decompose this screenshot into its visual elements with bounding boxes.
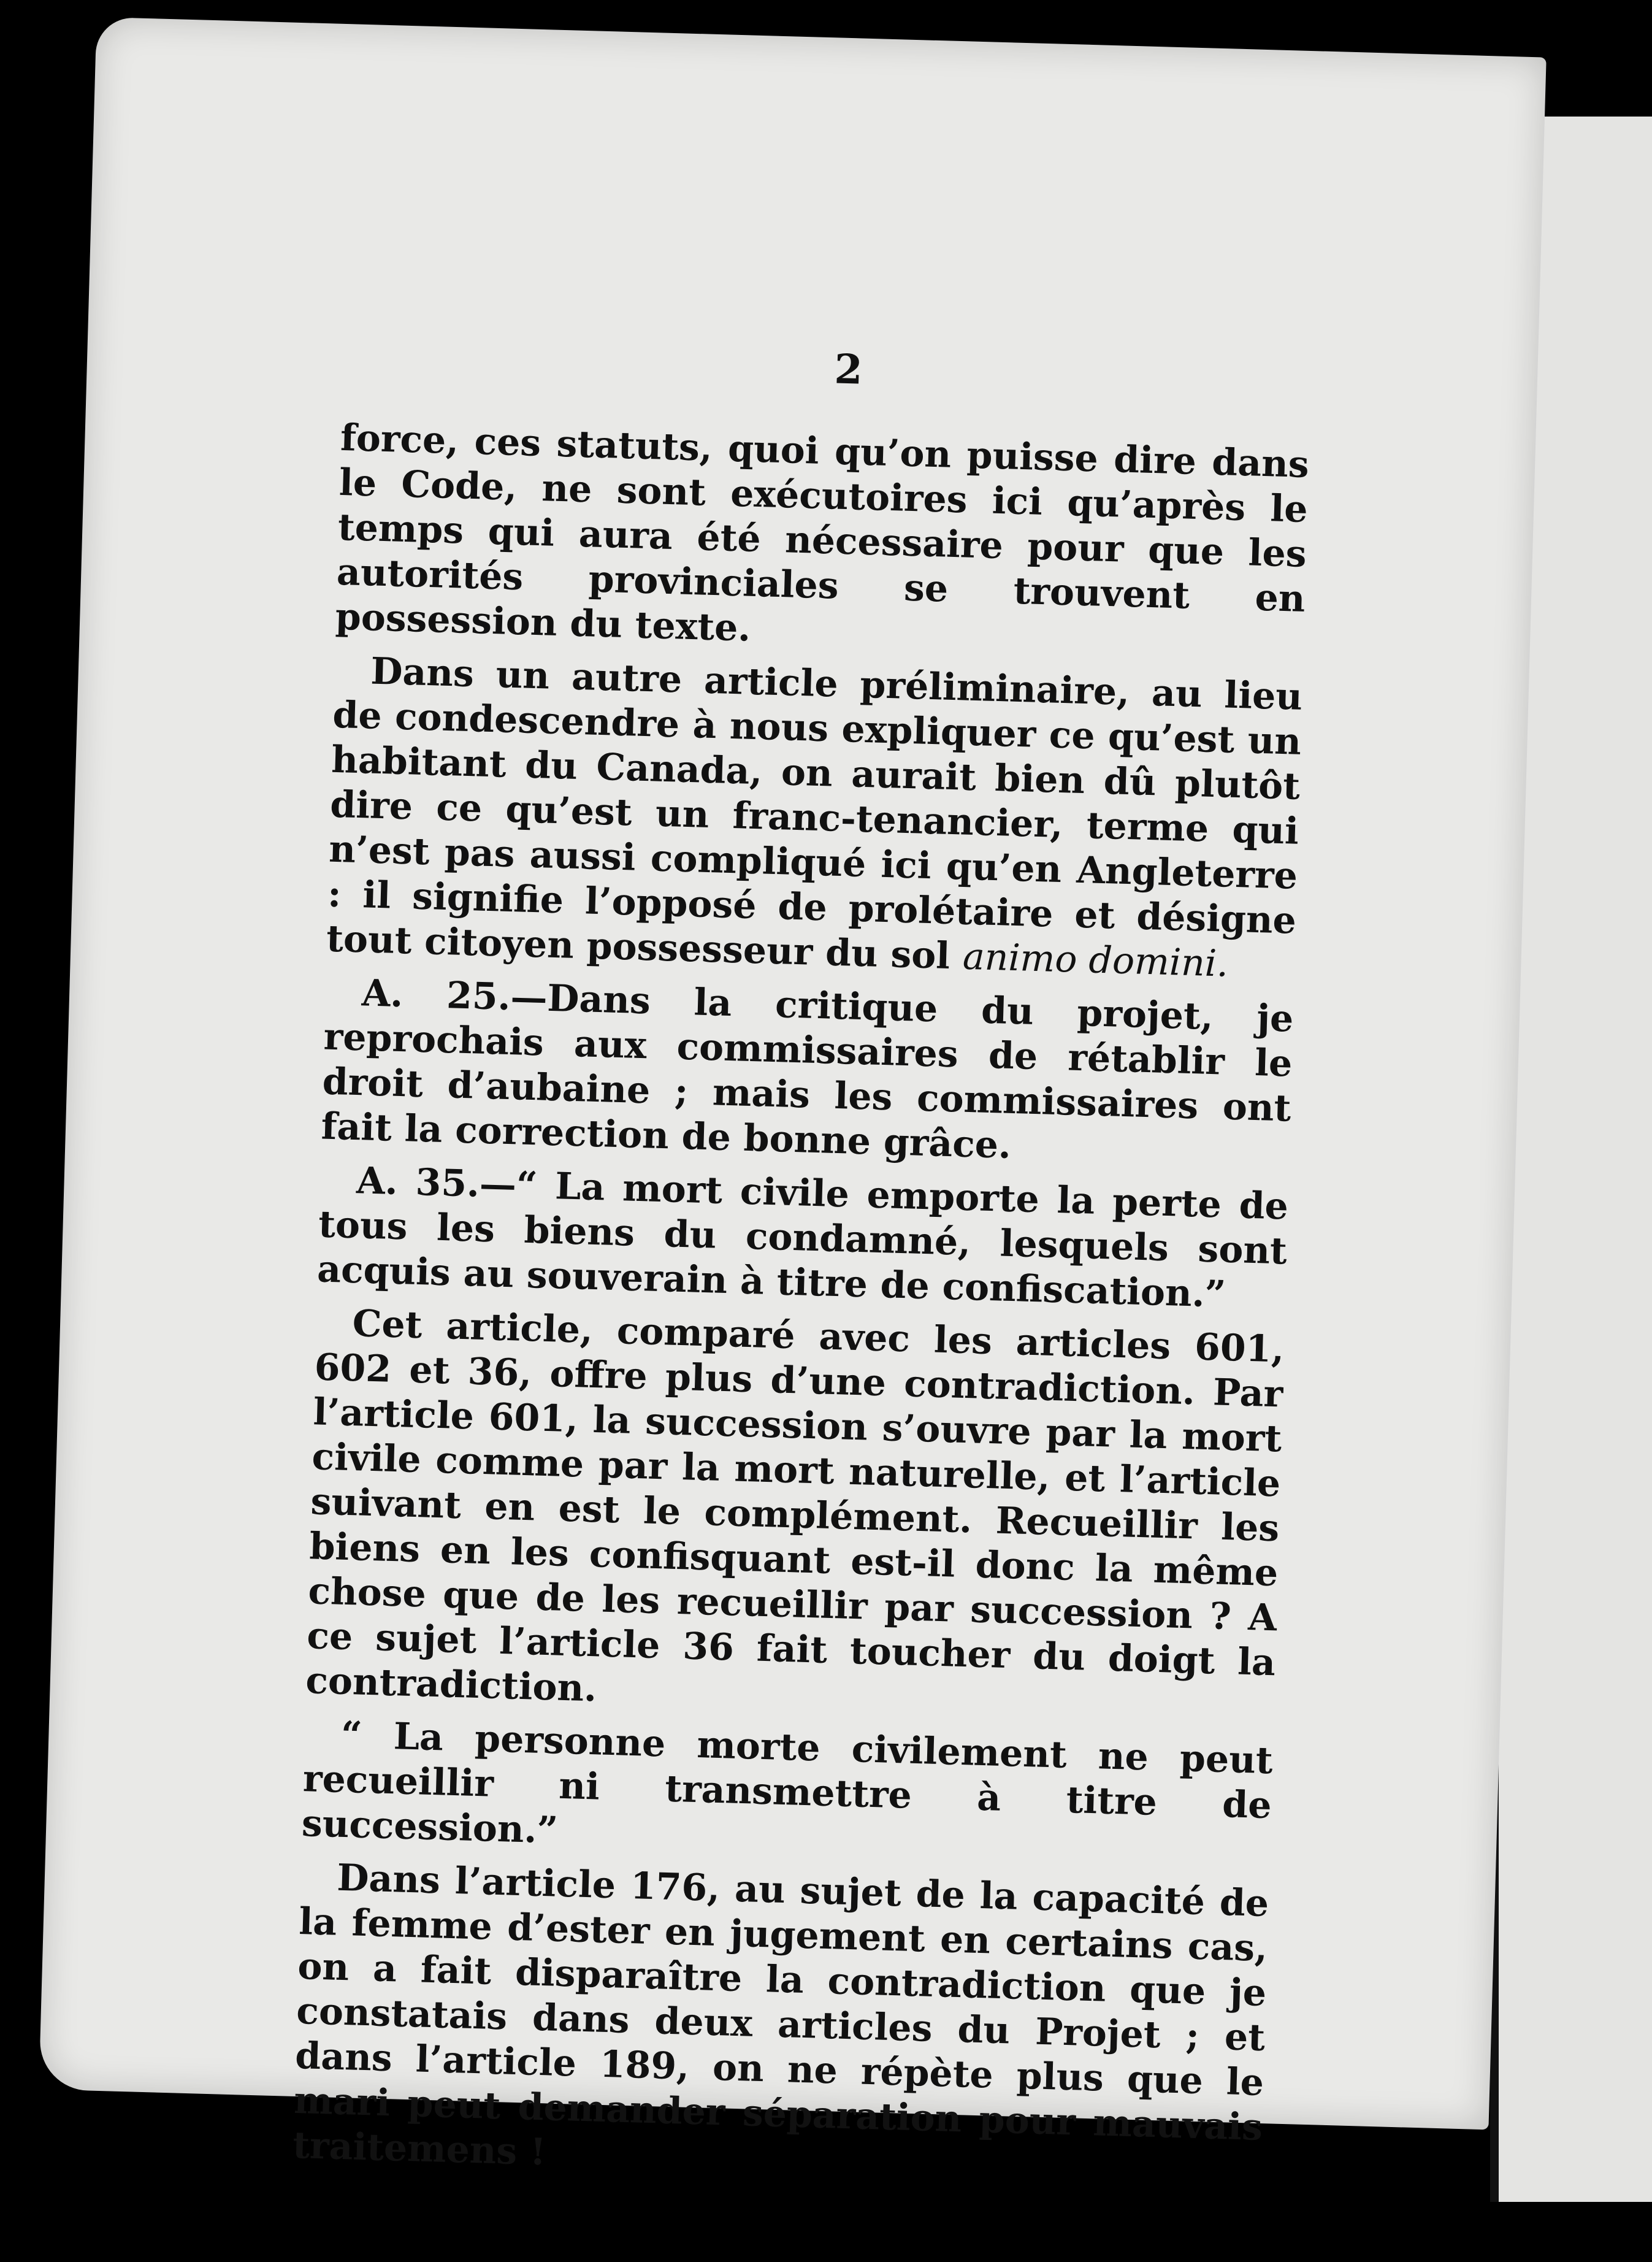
paragraph-3	[321, 970, 1294, 1176]
paragraph-6	[301, 1712, 1273, 1873]
paragraph-7	[292, 1855, 1269, 2195]
paragraph-2-text: Dans un autre article préliminaire, au lieu de condescendre à nous expliquer ce qu’est un habitant du Canada, on aurait bien dû plutôt dire ce qu’est un franc-tenancier, terme qui n’est pas aussi compliqué ici qu’en Angleterre : il signifie l’opposé de prolétaire et désigne tout citoyen possesseur du sol	[326, 650, 1303, 978]
paragraph-3-text: A. 25.—Dans la critique du projet, je reprochais aux commissaires de rétablir le droit d’aubaine ; mais les commissaires ont fait la correction de bonne grâce.	[320, 972, 1294, 1167]
paragraph-7-text: Dans l’article 176, au sujet de la capacité de la femme d’ester en jugement en certains cas, on a fait disparaître la contradiction que je constatais dans deux articles du Projet ; et dans l’article 189, on ne répète plus que le mari peut demander séparation pour mauvais traitemens !	[292, 1856, 1269, 2174]
paragraph-4	[316, 1157, 1288, 1319]
page-text-block	[292, 331, 1312, 2204]
paragraph-1	[335, 416, 1310, 667]
paragraph-2	[326, 648, 1303, 989]
paragraph-2-emphasis: animo domini.	[962, 935, 1229, 986]
paragraph-5-text: Cet article, comparé avec les articles 601, 602 et 36, offre plus d’une contradiction. Par l’article 601, la succession s’ouvre par la mort civile comme par la mort naturelle, et l’article suivant en est le complément. Recueillir les biens en les confisquant est-il donc la même chose que de les recueillir par succession ? A ce sujet l’article 36 fait toucher du doigt la contradiction.	[305, 1302, 1285, 1711]
paragraph-6-text: “ La personne morte civilement ne peut recueillir ni transmettre à titre de succession.”	[301, 1713, 1274, 1852]
page-number: 2	[833, 345, 863, 394]
paragraph-5	[305, 1300, 1285, 1730]
paragraph-1-text: force, ces statuts, quoi qu’on puisse dire dans le Code, ne sont exécutoires ici qu’après le temps qui aura été nécessaire pour que les autorités provinciales se trouvent en possession du texte.	[335, 416, 1310, 650]
paragraph-4-text: A. 35.—“ La mort civile emporte la perte de tous les biens du condamné, lesquels sont acquis au souverain à titre de confiscation.”	[316, 1159, 1289, 1316]
